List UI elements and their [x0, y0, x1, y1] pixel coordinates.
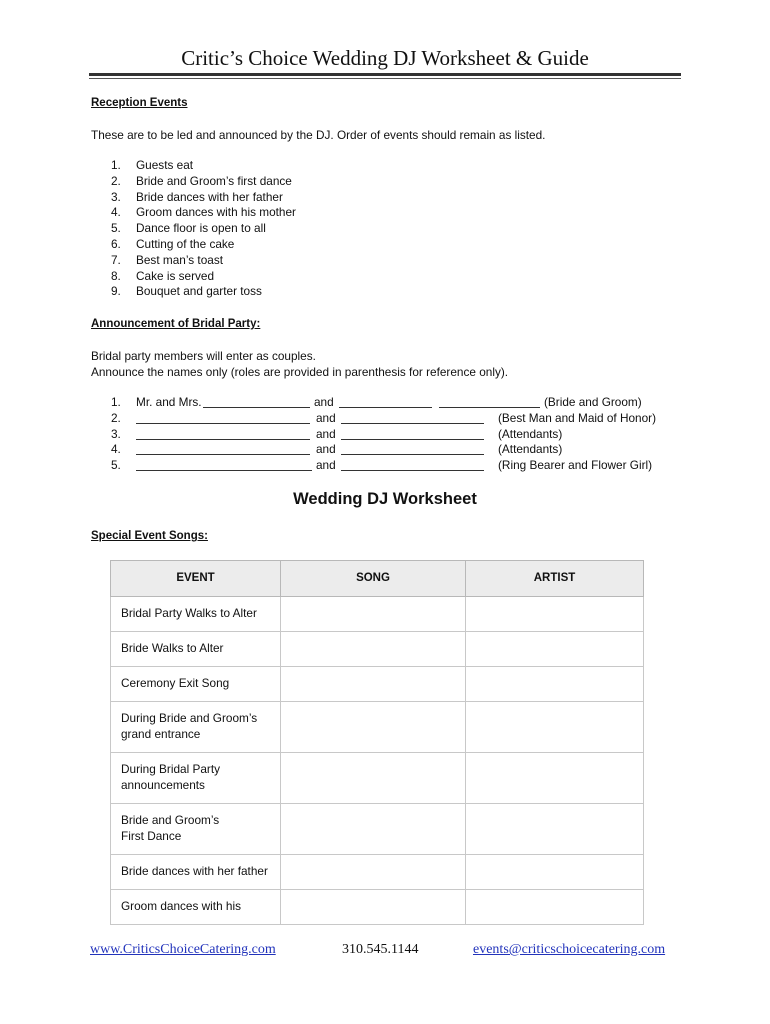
table-row: [111, 632, 644, 667]
song-cell[interactable]: [281, 667, 466, 702]
artist-cell[interactable]: [466, 804, 644, 855]
list-item: 6. Cutting of the cake: [111, 236, 235, 251]
table-row: [111, 702, 644, 753]
document-title: Critic’s Choice Wedding DJ Worksheet & Guide: [181, 46, 589, 70]
role-label: (Ring Bearer and Flower Girl): [498, 458, 653, 473]
name-blank[interactable]: [203, 395, 310, 408]
bridal-party-row: 5. and (Ring Bearer and Flower Girl): [111, 458, 653, 473]
list-item: 1. Guests eat: [111, 158, 194, 172]
column-header-song: SONG: [281, 561, 466, 597]
announcement-line-1: Bridal party members will enter as couples.: [91, 349, 316, 363]
bridal-party-row: 4. and (Attendants): [111, 442, 563, 457]
footer-phone: 310.545.1144: [342, 942, 419, 957]
song-cell[interactable]: [281, 855, 466, 890]
mr-mrs-label: Mr. and Mrs.: [136, 395, 202, 409]
artist-cell[interactable]: [466, 702, 644, 753]
role-label: (Bride and Groom): [544, 395, 642, 409]
table-row: [111, 890, 644, 925]
footer-email-link[interactable]: events@criticschoicecatering.com: [473, 942, 666, 957]
list-item: 2. Bride and Groom’s first dance: [111, 173, 292, 188]
column-header-event: EVENT: [111, 561, 281, 597]
list-item: 9. Bouquet and garter toss: [111, 284, 262, 299]
artist-cell[interactable]: [466, 890, 644, 925]
name-blank[interactable]: [341, 411, 484, 424]
announcement-line-2: Announce the names only (roles are provided in parenthesis for reference only).: [91, 365, 509, 379]
name-blank[interactable]: [339, 395, 432, 408]
table-header-row: [111, 561, 644, 597]
bridal-party-list: [91, 395, 691, 474]
name-blank[interactable]: [341, 458, 484, 471]
table-row: [111, 855, 644, 890]
artist-cell[interactable]: [466, 597, 644, 632]
special-event-songs-heading: Special Event Songs:: [91, 530, 208, 542]
name-blank[interactable]: [341, 427, 484, 440]
bridal-party-row: 2. and (Best Man and Maid of Honor): [111, 410, 657, 425]
song-cell[interactable]: [281, 597, 466, 632]
announcement-heading: Announcement of Bridal Party:: [91, 318, 261, 330]
event-cell: During Bridal Party announcements: [111, 753, 281, 804]
name-blank[interactable]: [136, 427, 310, 440]
artist-cell[interactable]: [466, 753, 644, 804]
role-label: (Attendants): [498, 426, 563, 441]
table-row: [111, 753, 644, 804]
list-item: 4. Groom dances with his mother: [111, 205, 296, 220]
footer-website-link[interactable]: www.CriticsChoiceCatering.com: [90, 942, 276, 957]
reception-intro: These are to be led and announced by the DJ. Order of events should remain as listed.: [91, 128, 546, 142]
song-cell[interactable]: [281, 632, 466, 667]
table-row: [111, 597, 644, 632]
song-cell[interactable]: [281, 753, 466, 804]
role-label: (Best Man and Maid of Honor): [498, 410, 657, 425]
table-row: [111, 667, 644, 702]
name-blank[interactable]: [136, 411, 310, 424]
list-item: 8. Cake is served: [111, 268, 215, 283]
bridal-party-row: 1. Mr. and Mrs. and (Bride and Groom): [111, 395, 642, 409]
event-cell: Bride dances with her father: [111, 855, 281, 890]
bridal-party-row: 3. and (Attendants): [111, 426, 563, 441]
reception-events-heading: Reception Events: [91, 97, 188, 109]
song-cell[interactable]: [281, 804, 466, 855]
artist-cell[interactable]: [466, 667, 644, 702]
list-item: 3. Bride dances with her father: [111, 189, 283, 204]
column-header-artist: ARTIST: [466, 561, 644, 597]
list-item: 7. Best man’s toast: [111, 252, 223, 267]
name-blank[interactable]: [136, 458, 312, 471]
role-label: (Attendants): [498, 442, 563, 457]
event-cell: Groom dances with his: [111, 890, 281, 925]
name-blank[interactable]: [439, 395, 540, 408]
list-item: 5. Dance floor is open to all: [111, 221, 266, 236]
event-cell: Bride Walks to Alter: [111, 632, 281, 667]
worksheet-title: Wedding DJ Worksheet: [293, 490, 477, 508]
event-cell: Ceremony Exit Song: [111, 667, 281, 702]
special-event-songs-table: [110, 560, 644, 925]
title-rule-thick: [89, 73, 681, 76]
song-cell[interactable]: [281, 702, 466, 753]
reception-events-list: [91, 158, 296, 300]
title-rule-thin: [89, 78, 681, 79]
table-row: [111, 804, 644, 855]
name-blank[interactable]: [341, 442, 484, 455]
name-blank[interactable]: [136, 442, 310, 455]
event-cell: During Bride and Groom’s grand entrance: [111, 702, 281, 753]
event-cell: Bridal Party Walks to Alter: [111, 597, 281, 632]
event-cell: Bride and Groom’s First Dance: [111, 804, 281, 855]
artist-cell[interactable]: [466, 855, 644, 890]
artist-cell[interactable]: [466, 632, 644, 667]
song-cell[interactable]: [281, 890, 466, 925]
